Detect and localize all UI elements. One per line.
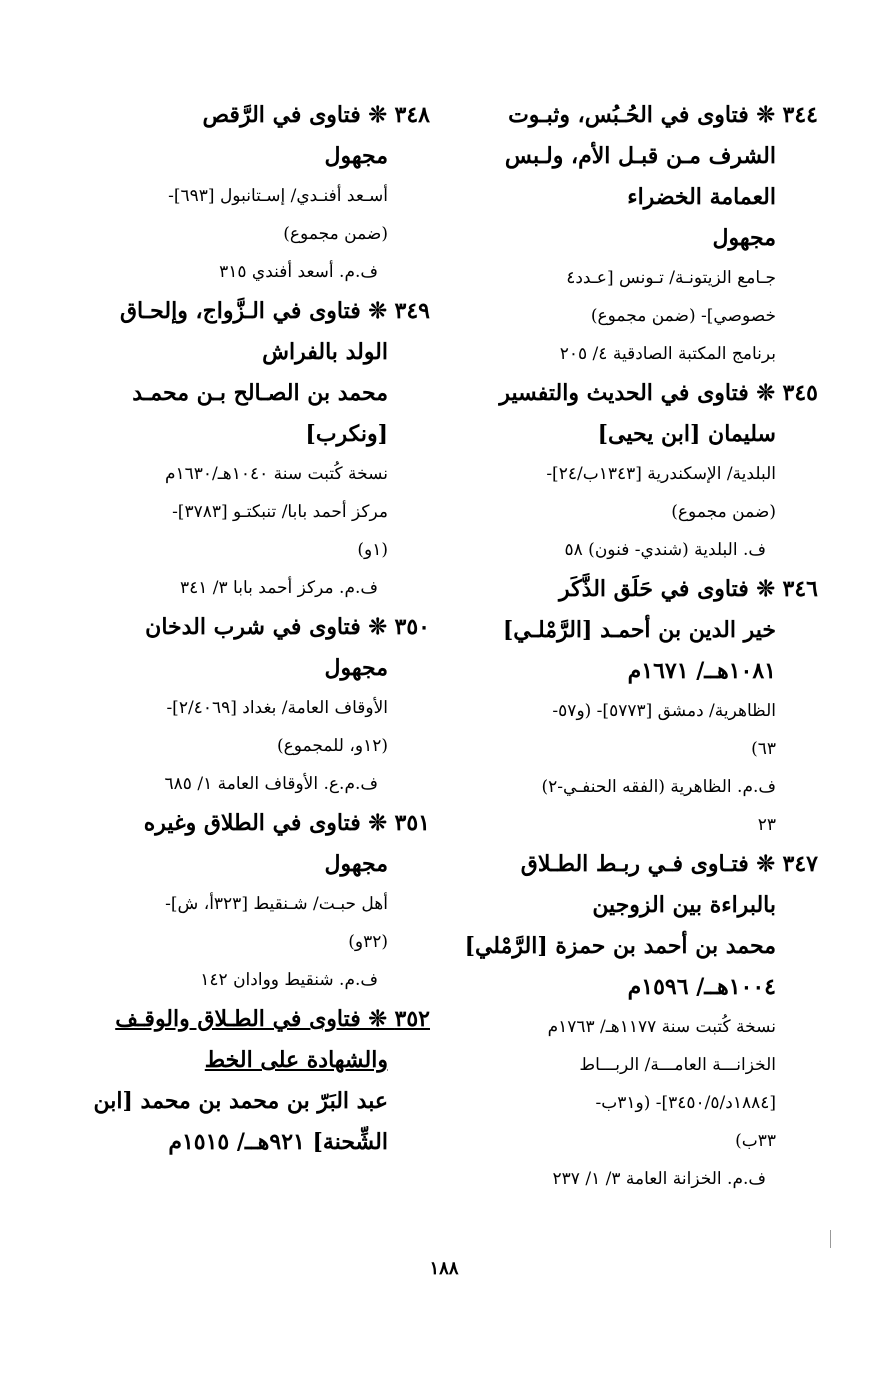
manuscript-line: الأوقاف العامة/ بغداد [٢/٤٠٦٩]-: [166, 698, 388, 718]
entry-heading: ٣٤٤ ❊ فتاوى في الحُـبُس، وثبـوت: [508, 102, 818, 128]
entry-heading-continued: بالبراءة بين الزوجين: [592, 892, 776, 918]
manuscript-line: مركز أحمد بابا/ تنبكتـو [٣٧٨٣]-: [172, 502, 388, 522]
author-line: محمد بن الصـالح بـن محمـد: [132, 380, 388, 406]
manuscript-line: [١٨٨٤د/٣٤٥٠/٥]- (و٣١ب-: [595, 1093, 776, 1113]
author-line: ١٠٨١هــ/ ١٦٧١م: [627, 658, 776, 684]
entry-heading-continued: العمامة الخضراء: [627, 184, 776, 210]
entry-heading-continued: والشهادة على الخط: [204, 1047, 388, 1073]
entry-heading: ٣٤٨ ❊ فتاوى في الرَّقص: [202, 102, 430, 128]
manuscript-line: (٣٢و): [348, 932, 388, 952]
left-column: [80, 95, 430, 1163]
reference-line: ف. البلدية (شندي- فنون) ٥٨: [564, 540, 766, 560]
manuscript-line: البلدية/ الإسكندرية [١٣٤٣ب/٢٤]-: [546, 464, 776, 484]
author-line: مجهول: [324, 655, 388, 681]
manuscript-line: أهل حبـت/ شـنقيط [٣٢٣أ، ش]-: [165, 894, 388, 914]
manuscript-line: نسخة كُتبت سنة ١٠٤٠هـ/١٦٣٠م: [164, 464, 388, 484]
manuscript-line: خصوصي]- (ضمن مجموع): [590, 306, 776, 326]
reference-line: ف.م. الخزانة العامة ٣/ ١/ ٢٣٧: [552, 1169, 766, 1189]
entry-heading: ٣٤٦ ❊ فتاوى في حَلَق الذَّكَر: [559, 576, 818, 602]
author-line: مجهول: [324, 851, 388, 877]
manuscript-line: (١و): [357, 540, 388, 560]
entry-heading-continued: الولد بالفراش: [262, 339, 388, 365]
manuscript-line: أسـعد أفنـدي/ إسـتانبول [٦٩٣]-: [168, 186, 388, 206]
manuscript-line: (١٢و، للمجموع): [276, 736, 388, 756]
reference-line: ف.م. شنقيط ووادان ١٤٢: [200, 970, 378, 990]
author-line: سليمان [ابن يحيى]: [597, 421, 776, 447]
manuscript-line: نسخة كُتبت سنة ١١٧٧هـ/ ١٧٦٣م: [547, 1017, 776, 1037]
manuscript-line: (ضمن مجموع): [671, 502, 776, 522]
page-number: ١٨٨: [429, 1258, 459, 1279]
manuscript-line: جـامع الزيتونـة/ تـونس [عـدد٤: [566, 268, 776, 288]
margin-mark: [830, 1230, 831, 1248]
right-column: [450, 95, 818, 1198]
author-line: محمد بن أحمد بن حمزة [الرَّمْلي]: [464, 933, 776, 959]
entry-heading: ٣٤٧ ❊ فتـاوى فـي ربـط الطـلاق: [520, 851, 818, 877]
manuscript-line: (ضمن مجموع): [283, 224, 388, 244]
entry-heading: ٣٤٩ ❊ فتاوى في الـزَّواج، وإلحـاق: [119, 298, 430, 324]
author-line: خير الدين بن أحمـد [الرَّمْلـي]: [502, 617, 776, 643]
reference-line: ف.م. مركز أحمد بابا ٣/ ٣٤١: [179, 578, 378, 598]
author-line: الشِّحنة] ٩٢١هــ/ ١٥١٥م: [168, 1129, 388, 1155]
author-line: ١٠٠٤هــ/ ١٥٩٦م: [627, 974, 776, 1000]
manuscript-line: ف.م. الظاهرية (الفقه الحنفـي-٢): [541, 777, 776, 797]
manuscript-line: الخزانـــة العامـــة/ الربـــاط: [579, 1055, 776, 1075]
author-line: [ونكرب]: [305, 421, 388, 447]
author-line: عبد البَرّ بن محمد بن محمد [ابن: [93, 1088, 388, 1114]
entry-heading-continued: الشرف مـن قبـل الأم، ولـبس: [504, 143, 776, 169]
entry-heading: ٣٥١ ❊ فتاوى في الطلاق وغيره: [143, 810, 430, 836]
manuscript-line: الظاهرية/ دمشق [٥٧٧٣]- (و٥٧-: [552, 701, 776, 721]
manuscript-line: ٣٣ب): [735, 1131, 776, 1151]
author-line: مجهول: [712, 225, 776, 251]
manuscript-line: ٦٣): [751, 739, 776, 759]
reference-line: ف.م. أسعد أفندي ٣١٥: [219, 262, 378, 282]
manuscript-line: ٢٣: [757, 815, 776, 835]
manuscript-line: برنامج المكتبة الصادقية ٤/ ٢٠٥: [559, 344, 776, 364]
author-line: مجهول: [324, 143, 388, 169]
reference-line: ف.م.ع. الأوقاف العامة ١/ ٦٨٥: [164, 774, 378, 794]
entry-heading: ٣٥٢ ❊ فتاوى في الطـلاق والوقـف: [115, 1006, 430, 1032]
entry-heading: ٣٤٥ ❊ فتاوى في الحديث والتفسير: [499, 380, 818, 406]
entry-heading: ٣٥٠ ❊ فتاوى في شرب الدخان: [145, 614, 430, 640]
